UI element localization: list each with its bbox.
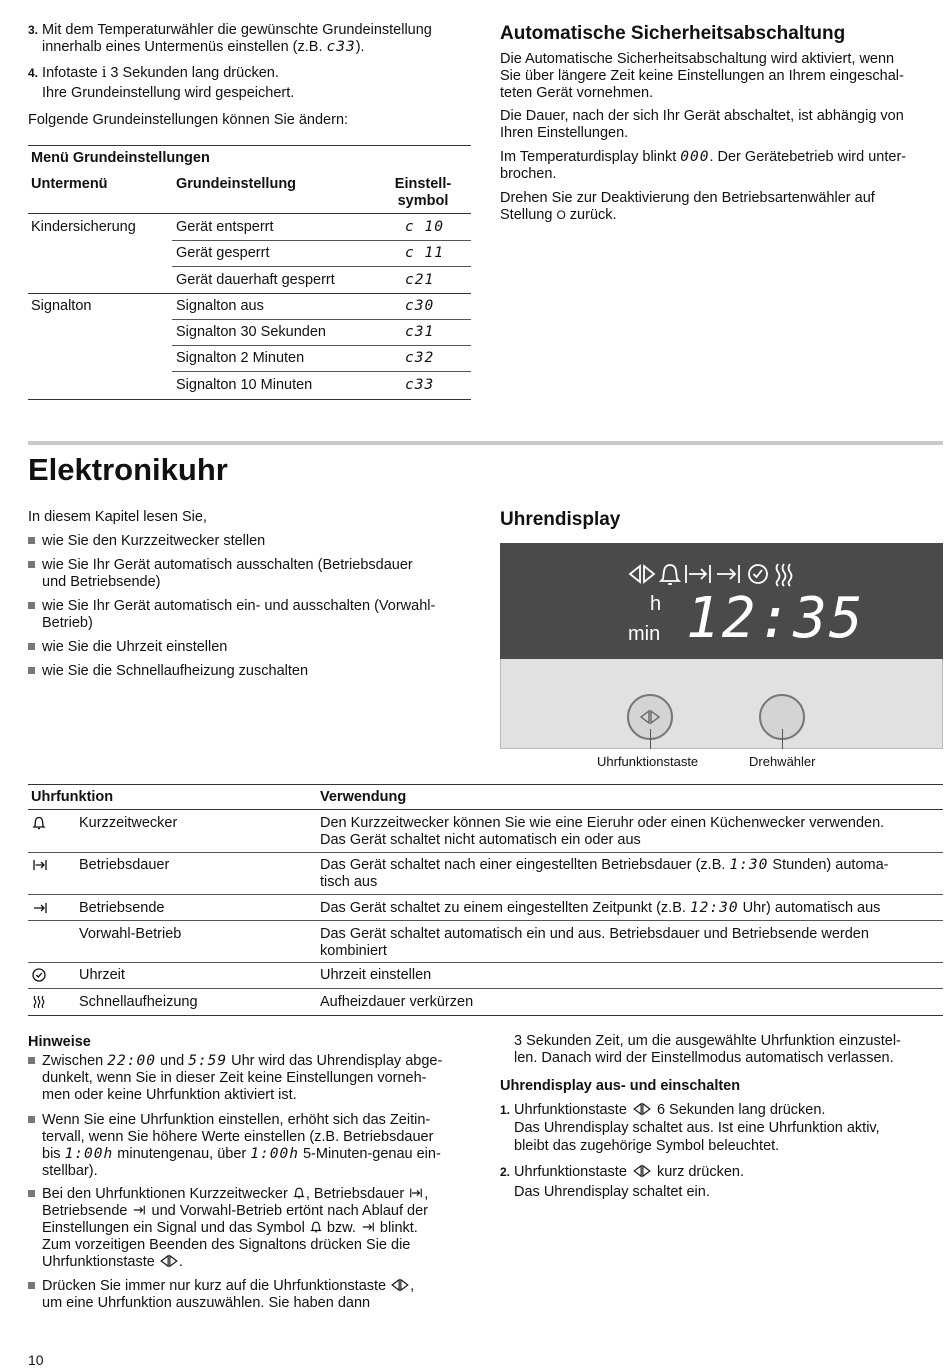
setting-symbol: c33 bbox=[326, 39, 356, 55]
end-time-icon bbox=[717, 565, 739, 583]
bullet-icon bbox=[28, 537, 35, 544]
text-line: Das Uhrendisplay schaltet aus. Ist eine Uhrfunktion aktiv, bbox=[514, 1120, 880, 1136]
setting-symbol: c32 bbox=[405, 350, 435, 366]
toggle-heading: Uhrendisplay aus- und einschalten bbox=[500, 1078, 741, 1094]
setting-symbol: c21 bbox=[405, 272, 435, 288]
setting-label: Gerät entsperrt bbox=[176, 219, 274, 235]
text-line: Zwischen bbox=[42, 1053, 108, 1069]
note-item bbox=[28, 1112, 478, 1180]
text-line: Die Automatische Sicherheitsabschaltung wird aktiviert, wenn bbox=[500, 51, 895, 67]
function-usage bbox=[320, 815, 940, 849]
end-time-icon bbox=[31, 900, 49, 916]
rapid-heat-icon bbox=[31, 994, 47, 1010]
step-text: Ihre Grundeinstellung wird gespeichert. bbox=[42, 85, 295, 101]
end-time-icon bbox=[131, 1203, 147, 1217]
duration-icon bbox=[408, 1186, 424, 1200]
list-item bbox=[28, 598, 478, 632]
section-intro: In diesem Kapitel lesen Sie, bbox=[28, 509, 207, 525]
duration-icon bbox=[686, 565, 710, 583]
list-item bbox=[28, 663, 478, 680]
step-text: 3 Sekunden lang drücken. bbox=[106, 65, 279, 81]
text-line: Das Gerät schaltet nicht automatisch ein oder aus bbox=[320, 832, 641, 848]
end-time-icon bbox=[360, 1220, 376, 1234]
setting-symbol: c30 bbox=[405, 298, 435, 314]
time-symbol: 1:00h bbox=[64, 1146, 114, 1162]
step-text: ). bbox=[355, 39, 365, 55]
text-line: Einstellungen ein Signal und das Symbol bbox=[42, 1220, 309, 1236]
clock-function-icon bbox=[630, 566, 654, 582]
callout-line bbox=[650, 729, 651, 749]
text-line: wie Sie die Uhrzeit einstellen bbox=[42, 639, 228, 655]
text-line: und Betriebsende) bbox=[42, 574, 161, 590]
table-intro: Folgende Grundeinstellungen können Sie ändern: bbox=[28, 112, 349, 128]
table-header-usage: Verwendung bbox=[320, 789, 407, 805]
function-usage bbox=[320, 926, 945, 960]
text-line: und Vorwahl-Betrieb ertönt nach Ablauf der bbox=[147, 1203, 428, 1219]
section-divider bbox=[28, 441, 943, 445]
setting-label: Signalton aus bbox=[176, 298, 264, 314]
text-line: bis bbox=[42, 1146, 65, 1162]
header-line: symbol bbox=[397, 193, 449, 209]
note-continuation bbox=[514, 1033, 944, 1067]
text-line: Das Gerät schaltet automatisch ein und aus. Betriebsdauer und Betriebsende werden bbox=[320, 926, 869, 942]
note-item bbox=[28, 1053, 478, 1104]
clock-time: 12:35 bbox=[686, 586, 865, 651]
clock-function-icon bbox=[390, 1278, 410, 1292]
step-text: Infotaste bbox=[42, 65, 102, 81]
callout-line bbox=[782, 729, 783, 749]
text-line: , bbox=[424, 1186, 429, 1202]
table-header-setting: Grundeinstellung bbox=[176, 176, 297, 192]
time-symbol: 1:30 bbox=[729, 857, 769, 873]
step-3 bbox=[28, 22, 478, 56]
text-line: len. Danach wird der Einstellmodus automatisch verlassen. bbox=[514, 1050, 894, 1066]
setting-label: Gerät dauerhaft gesperrt bbox=[176, 272, 335, 288]
setting-label: Signalton 2 Minuten bbox=[176, 350, 305, 366]
text-line: Uhr wird das Uhrendisplay abge- bbox=[227, 1053, 443, 1069]
time-symbol: 22:00 bbox=[107, 1053, 156, 1069]
function-name: Vorwahl-Betrieb bbox=[79, 926, 182, 942]
text-line: stellbar). bbox=[42, 1163, 98, 1179]
text-line: dunkelt, wenn Sie in dieser Zeit keine Einstellungen vorneh- bbox=[42, 1070, 427, 1086]
clock-display-panel bbox=[500, 543, 943, 659]
text-line: teten Gerät vornehmen. bbox=[500, 85, 654, 101]
text-line: Uhr) automatisch aus bbox=[738, 900, 881, 916]
text-line: kombiniert bbox=[320, 943, 387, 959]
setting-label: Gerät gesperrt bbox=[176, 245, 270, 261]
toggle-step-1 bbox=[500, 1101, 945, 1155]
function-name: Schnellaufheizung bbox=[79, 994, 198, 1010]
list-item bbox=[28, 557, 478, 591]
text-line: Drehen Sie zur Deaktivierung den Betriebsartenwähler auf bbox=[500, 190, 875, 206]
bullet-icon bbox=[28, 561, 35, 568]
table-header-function: Uhrfunktion bbox=[31, 789, 114, 805]
text-line: Ihren Einstellungen. bbox=[500, 125, 629, 141]
step-text: Mit dem Temperaturwähler die gewünschte Grundeinstellung bbox=[42, 22, 432, 38]
display-symbol: 000 bbox=[680, 149, 710, 165]
step-4 bbox=[28, 63, 478, 103]
text-line: Wenn Sie eine Uhrfunktion einstellen, erhöht sich das Zeitin- bbox=[42, 1112, 431, 1128]
text-line: . bbox=[178, 1254, 183, 1270]
setting-symbol: c 10 bbox=[405, 219, 444, 235]
text-line: tisch aus bbox=[320, 874, 378, 890]
text-line: 6 Sekunden lang drücken. bbox=[652, 1102, 826, 1118]
function-name: Uhrzeit bbox=[79, 967, 125, 983]
label-clock-function-button: Uhrfunktionstaste bbox=[597, 754, 699, 769]
text-line: blinkt. bbox=[375, 1220, 418, 1236]
auto-shutoff-p2 bbox=[500, 108, 945, 142]
text-line: men oder keine Uhrfunktion aktiviert ist. bbox=[42, 1087, 297, 1103]
text-line: Die Dauer, nach der sich Ihr Gerät abschaltet, ist abhängig von bbox=[500, 108, 904, 124]
text-line: um eine Uhrfunktion auszuwählen. Sie haben dann bbox=[42, 1295, 371, 1311]
function-usage: Aufheizdauer verkürzen bbox=[320, 994, 474, 1010]
auto-shutoff-p4 bbox=[500, 190, 945, 224]
step-text: innerhalb eines Untermenüs einstellen (z.B. bbox=[42, 39, 327, 55]
bell-icon bbox=[292, 1186, 306, 1200]
submenu-kindersicherung: Kindersicherung bbox=[31, 219, 136, 235]
auto-shutoff-p1 bbox=[500, 51, 945, 102]
text-line: , bbox=[410, 1278, 415, 1294]
info-icon: i bbox=[101, 65, 107, 81]
text-line: Betrieb) bbox=[42, 615, 93, 631]
text-line: Uhrfunktionstaste bbox=[42, 1254, 159, 1270]
clock-function-icon bbox=[631, 1102, 653, 1116]
unit-min: min bbox=[628, 623, 661, 645]
list-item bbox=[28, 639, 478, 656]
bullet-icon bbox=[28, 1057, 35, 1064]
text-line: Das Gerät schaltet zu einem eingestellten Zeitpunkt (z.B. bbox=[320, 900, 690, 916]
step-number: 1. bbox=[500, 1103, 511, 1117]
table-title: Menü Grundeinstellungen bbox=[31, 150, 210, 166]
text-line: bzw. bbox=[322, 1220, 360, 1236]
clock-display-heading: Uhrendisplay bbox=[500, 509, 621, 530]
rapid-heat-icon bbox=[777, 564, 792, 586]
text-line: wie Sie den Kurzzeitwecker stellen bbox=[42, 533, 266, 549]
bell-icon bbox=[661, 565, 679, 584]
notes-heading: Hinweise bbox=[28, 1034, 91, 1050]
note-item bbox=[28, 1186, 478, 1271]
header-line: Einstell- bbox=[394, 176, 452, 192]
auto-shutoff-p3 bbox=[500, 149, 945, 183]
note-item bbox=[28, 1278, 478, 1312]
text-line: wie Sie die Schnellaufheizung zuschalten bbox=[42, 663, 309, 679]
bullet-icon bbox=[28, 667, 35, 674]
text-line: Zum vorzeitigen Beenden des Signaltons drücken Sie die bbox=[42, 1237, 411, 1253]
bell-icon bbox=[309, 1220, 323, 1234]
text-line: tervall, wenn Sie höhere Werte einstellen (z.B. Betriebsdauer bbox=[42, 1129, 434, 1145]
text-line: und bbox=[155, 1053, 189, 1069]
table-header-symbol bbox=[380, 176, 466, 210]
function-usage: Uhrzeit einstellen bbox=[320, 967, 432, 983]
text-line: bleibt das zugehörige Symbol beleuchtet. bbox=[514, 1138, 780, 1154]
text-line: , Betriebsdauer bbox=[305, 1186, 409, 1202]
setting-label: Signalton 10 Minuten bbox=[176, 377, 313, 393]
off-position-icon: O bbox=[556, 208, 566, 222]
text-line: Betriebsende bbox=[42, 1203, 132, 1219]
clock-function-icon bbox=[159, 1254, 179, 1268]
submenu-signalton: Signalton bbox=[31, 298, 92, 314]
unit-h: h bbox=[650, 593, 662, 615]
text-line: Sie über längere Zeit keine Einstellungen an Ihrem eingeschal- bbox=[500, 68, 904, 84]
text-line: Bei den Uhrfunktionen Kurzzeitwecker bbox=[42, 1186, 292, 1202]
bullet-icon bbox=[28, 1116, 35, 1123]
bullet-icon bbox=[28, 643, 35, 650]
text-line: brochen. bbox=[500, 166, 557, 182]
function-name: Betriebsende bbox=[79, 900, 165, 916]
step-number: 3. bbox=[28, 23, 39, 37]
time-symbol: 1:00h bbox=[250, 1146, 299, 1162]
text-line: . Der Gerätebetrieb wird unter- bbox=[709, 149, 907, 165]
label-rotary-selector: Drehwähler bbox=[749, 754, 816, 769]
setting-symbol: c33 bbox=[405, 377, 435, 393]
text-line: Uhrfunktionstaste bbox=[514, 1164, 631, 1180]
text-line: Den Kurzzeitwecker können Sie wie eine Eieruhr oder einen Küchenwecker verwenden. bbox=[320, 815, 885, 831]
step-number: 2. bbox=[500, 1165, 511, 1179]
bullet-icon bbox=[28, 1190, 35, 1197]
function-name: Kurzzeitwecker bbox=[79, 815, 178, 831]
text-line: 3 Sekunden Zeit, um die ausgewählte Uhrfunktion einzustel- bbox=[514, 1033, 901, 1049]
text-line: minutengenau, über bbox=[113, 1146, 251, 1162]
clock-icon bbox=[31, 967, 47, 983]
clock-function-icon bbox=[631, 1164, 653, 1178]
bell-icon bbox=[31, 815, 47, 831]
text-line: Uhrfunktionstaste bbox=[514, 1102, 631, 1118]
text-line: Stellung bbox=[500, 207, 557, 223]
text-line: kurz drücken. bbox=[652, 1164, 744, 1180]
setting-symbol: c31 bbox=[405, 324, 435, 340]
control-panel bbox=[500, 659, 943, 749]
auto-shutoff-heading: Automatische Sicherheitsabschaltung bbox=[500, 23, 846, 44]
text-line: wie Sie Ihr Gerät automatisch ausschalten (Betriebsdauer bbox=[42, 557, 413, 573]
page-number: 10 bbox=[28, 1352, 44, 1368]
bullet-icon bbox=[28, 602, 35, 609]
section-title: Elektronikuhr bbox=[28, 452, 228, 487]
text-line: wie Sie Ihr Gerät automatisch ein- und ausschalten (Vorwahl- bbox=[42, 598, 436, 614]
setting-symbol: c 11 bbox=[405, 245, 444, 261]
text-line: Das Uhrendisplay schaltet ein. bbox=[514, 1184, 710, 1200]
list-item bbox=[28, 533, 478, 550]
toggle-step-2 bbox=[500, 1162, 945, 1202]
function-usage bbox=[320, 900, 945, 917]
display-icons bbox=[628, 561, 798, 587]
duration-icon bbox=[31, 857, 49, 873]
text-line: Drücken Sie immer nur kurz auf die Uhrfunktionstaste bbox=[42, 1278, 391, 1294]
step-number: 4. bbox=[28, 66, 39, 80]
clock-function-icon bbox=[637, 709, 663, 725]
function-name: Betriebsdauer bbox=[79, 857, 170, 873]
time-symbol: 12:30 bbox=[689, 900, 739, 916]
setting-label: Signalton 30 Sekunden bbox=[176, 324, 326, 340]
time-symbol: 5:59 bbox=[188, 1053, 228, 1069]
text-line: Stunden) automa- bbox=[768, 857, 889, 873]
text-line: Im Temperaturdisplay blinkt bbox=[500, 149, 681, 165]
table-header-submenu: Untermenü bbox=[31, 176, 108, 192]
bullet-icon bbox=[28, 1282, 35, 1289]
text-line: Das Gerät schaltet nach einer eingestellten Betriebsdauer (z.B. bbox=[320, 857, 730, 873]
text-line: zurück. bbox=[565, 207, 617, 223]
text-line: 5-Minuten-genau ein- bbox=[298, 1146, 441, 1162]
function-usage bbox=[320, 857, 945, 891]
